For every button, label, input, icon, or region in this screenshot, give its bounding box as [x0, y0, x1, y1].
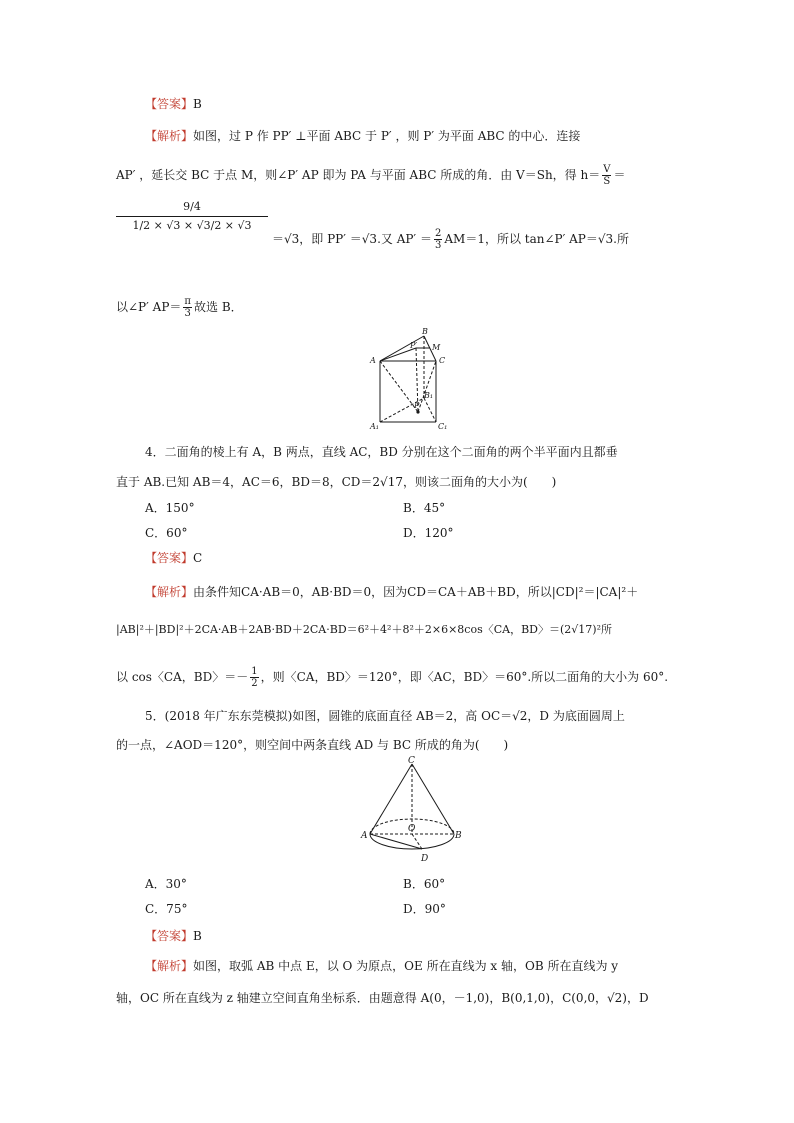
fraction-numerator: 9/4 [183, 200, 201, 213]
label-b: B [455, 831, 462, 841]
label-a: A [361, 831, 368, 841]
label-p: P [414, 401, 420, 410]
q5-analysis-line-1 [145, 958, 618, 974]
fraction-denominator: 1/2 × √3 × √3/2 × √3 [132, 219, 252, 232]
answer-tag: 【答案】 [145, 97, 194, 111]
q4-answer-line [145, 550, 202, 566]
q5-analysis-line-2: 轴，OC 所在直线为 z 轴建立空间直角坐标系．由题意得 A(0，－1,0)，B(0,1,0)，C(0,0，√2)，D [116, 991, 649, 1005]
q5-stem-line-2: 的一点，∠AOD＝120°，则空间中两条直线 AD 与 BC 所成的角为( ) [116, 738, 509, 752]
q4-analysis-line-3: 以 cos〈CA，BD〉＝－ $\frac{1}{2}$ ，则〈CA，BD〉＝120°，即〈AC，BD〉＝60°.所以二面角的大小为 60°. [116, 666, 669, 689]
q4-analysis-line-2: |AB|²＋|BD|²＋2CA·AB＋2AB·BD＋2CA·BD＝6²＋4²＋8²＋2×6×8cos〈CA，BD〉＝(2√17)²所 [116, 623, 612, 636]
label-b1: B₁ [424, 391, 434, 400]
analysis-text: AP′ ，延长交 BC 于点 M，则∠P′ AP 即为 PA 与平面 ABC 所成的角．由 V＝Sh，得 h＝ [116, 168, 601, 182]
q3-analysis-line-1 [145, 128, 580, 144]
analysis-tag: 【解析】 [145, 585, 194, 599]
q3-analysis-line-4: 以∠P′ AP＝ $\frac{\pi}{3}$ 故选 B． [116, 296, 243, 319]
analysis-text: 如图，取弧 AB 中点 E，以 O 为原点，OE 所在直线为 x 轴，OB 所在直线为 y [193, 959, 619, 973]
q5-option-d: D．90° [403, 902, 446, 916]
label-d: D [421, 854, 429, 864]
label-m: M [432, 343, 441, 352]
q4-option-c: C．60° [145, 526, 188, 540]
q5-answer-line [145, 928, 202, 944]
analysis-tag: 【解析】 [145, 129, 194, 143]
fraction: $\frac{2}{3}$ [434, 228, 442, 251]
q3-answer-line [145, 96, 202, 112]
label-a: A [370, 356, 376, 365]
q5-option-b: B．60° [403, 877, 446, 891]
q4-option-d: D．120° [403, 526, 454, 540]
prism-figure [366, 326, 462, 430]
q5-option-a: A．30° [145, 877, 187, 891]
fraction: $\frac{1}{2}$ [251, 666, 258, 689]
fraction: $\frac{V}{S}$ [603, 164, 611, 187]
analysis-text: 如图，过 P 作 PP′ ⊥平面 ABC 于 P′ ，则 P′ 为平面 ABC 的中心．连接 [193, 129, 581, 143]
label-b: B [422, 327, 428, 336]
answer-value: B [193, 97, 202, 111]
analysis-text: 由条件知CA·AB＝0，AB·BD＝0，因为CD＝CA＋AB＋BD，所以|CD|²＝|CA|²＋ [193, 585, 639, 599]
q5-stem-line-1: 5．(2018 年广东东莞模拟)如图，圆锥的底面直径 AB＝2，高 OC＝√2，D 为底面圆周上 [145, 709, 625, 723]
q5-option-c: C．75° [145, 902, 188, 916]
q4-stem-line-2: 直于 AB.已知 AB＝4，AC＝6，BD＝8，CD＝2√17，则该二面角的大小为( ) [116, 475, 557, 489]
cone-figure [360, 756, 464, 868]
fraction: $\frac{\pi}{3}$ [184, 296, 191, 319]
q3-analysis-line-2: AP′ ，延长交 BC 于点 M，则∠P′ AP 即为 PA 与平面 ABC 所成的角．由 V＝Sh，得 h＝ $\frac{V}{S}$ ＝ [116, 164, 626, 187]
q3-analysis-line-3: ＝√3，即 PP′ ＝√3.又 AP′ ＝ $\frac{2}{3}$ AM＝1，所以 tan∠P′ AP＝√3.所 [272, 228, 629, 251]
answer-tag: 【答案】 [145, 551, 194, 565]
label-c1: C₁ [438, 422, 448, 430]
q4-option-a: A．150° [145, 501, 195, 515]
answer-value: C [193, 551, 203, 565]
answer-tag: 【答案】 [145, 929, 194, 943]
label-c: C [439, 356, 446, 365]
answer-value: B [193, 929, 202, 943]
q4-option-b: B．45° [403, 501, 446, 515]
big-fraction [116, 200, 268, 233]
q4-analysis-line-1 [145, 584, 638, 600]
analysis-tag: 【解析】 [145, 959, 194, 973]
label-c: C [408, 756, 415, 766]
q4-stem-line-1: 4．二面角的棱上有 A，B 两点，直线 AC，BD 分别在这个二面角的两个半平面内且都垂 [145, 445, 618, 459]
label-a1: A₁ [370, 422, 379, 430]
label-p-prime: P′ [410, 341, 418, 350]
label-o: O [408, 824, 416, 834]
